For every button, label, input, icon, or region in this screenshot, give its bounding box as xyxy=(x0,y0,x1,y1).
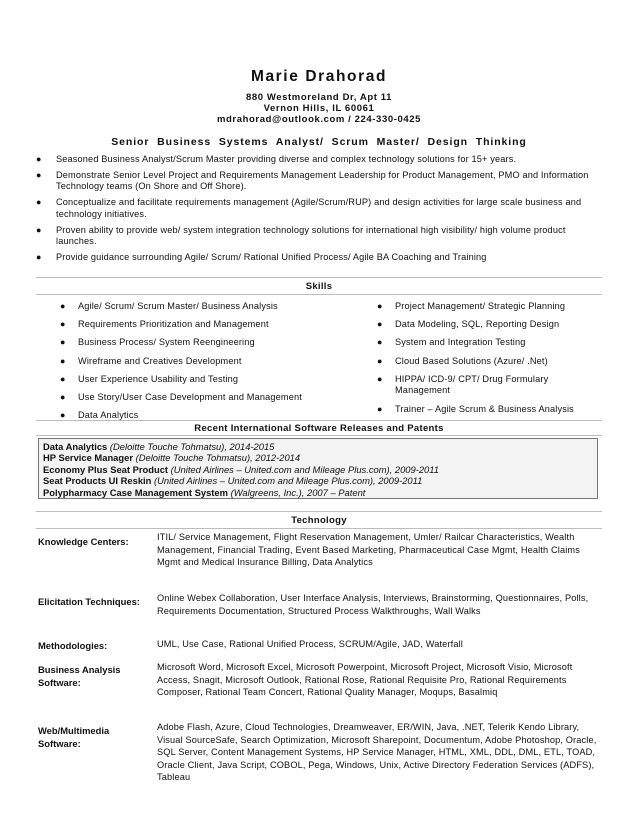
bullet-icon: ● xyxy=(60,373,66,384)
summary-item: ● Demonstrate Senior Level Project and Requirements Management Leadership for Product Management, PMO and Information Technology teams (On Shore and Off Shore). xyxy=(36,169,589,192)
summary-item: ● Proven ability to provide web/ system integration technology solutions for international high visibility/ high volume product launches. xyxy=(36,224,566,247)
skill-item: ● Trainer – Agile Scrum & Business Analysis xyxy=(377,403,574,414)
bullet-icon: ● xyxy=(36,252,42,263)
skill-item: ● Business Process/ System Reengineering xyxy=(60,337,255,348)
skill-item: ● Data Analytics xyxy=(60,410,139,421)
technology-label: Business Analysis Software: xyxy=(38,664,121,688)
bullet-icon: ● xyxy=(377,373,383,384)
bullet-icon: ● xyxy=(377,319,383,330)
technology-label: Knowledge Centers: xyxy=(38,536,129,547)
bullet-icon: ● xyxy=(377,301,383,311)
summary-list xyxy=(36,154,596,268)
bullet-icon: ● xyxy=(60,301,66,311)
bullet-icon: ● xyxy=(60,337,66,348)
skill-item: ● User Experience Usability and Testing xyxy=(60,373,239,384)
summary-item: ● Seasoned Business Analyst/Scrum Master providing diverse and complex technology solutions for 15+ years. xyxy=(36,154,517,164)
release-item: Data Analytics (Deloitte Touche Tohmatsu), 2014-2015 xyxy=(43,441,275,452)
address-line-1: 880 Westmoreland Dr, Apt 11 xyxy=(245,92,393,103)
bullet-icon: ● xyxy=(377,355,383,366)
section-divider xyxy=(36,511,602,512)
bullet-icon: ● xyxy=(36,197,42,208)
release-item: HP Service Manager (Deloitte Touche Tohmatsu), 2012-2014 xyxy=(43,452,301,464)
section-divider xyxy=(36,294,602,295)
skills-heading: Skills xyxy=(305,281,333,292)
bullet-icon: ● xyxy=(36,224,42,235)
skill-item: ● Cloud Based Solutions (Azure/ .Net) xyxy=(377,355,548,366)
section-divider xyxy=(36,420,602,421)
bullet-icon: ● xyxy=(36,169,42,180)
skills-list-right xyxy=(377,301,602,422)
release-item: Polypharmacy Case Management System (Walgreens, Inc.), 2007 – Patent xyxy=(43,486,366,498)
bullet-icon: ● xyxy=(60,355,66,366)
section-divider xyxy=(36,435,602,436)
section-divider xyxy=(36,528,602,529)
technology-heading: Technology xyxy=(291,515,347,526)
skill-item: ● Requirements Prioritization and Management xyxy=(60,319,269,330)
release-item: Seat Products UI Reskin (United Airlines – United.com and Mileage Plus.com), 2009-2011 xyxy=(43,475,423,487)
candidate-name: Marie Drahorad xyxy=(250,68,388,85)
bullet-icon: ● xyxy=(377,403,383,414)
bullet-icon: ● xyxy=(377,337,383,348)
skill-item: ● Agile/ Scrum/ Scrum Master/ Business Analysis xyxy=(60,301,278,311)
skill-item: ● HIPPA/ ICD-9/ CPT/ Drug Formulary Management xyxy=(377,373,549,396)
bullet-icon: ● xyxy=(60,410,66,421)
professional-headline: Senior Business Systems Analyst/ Scrum Master/ Design Thinking xyxy=(111,136,527,148)
section-divider xyxy=(36,277,602,278)
releases-heading: Recent International Software Releases and Patents xyxy=(194,423,444,434)
technology-value: ITIL/ Service Management, Flight Reservation Management, Umler/ Railcar Characteristics, Wealth Management, Financial Trading, Event Based Marketing, Pharmaceutical Case Mgmt, Health Claims Mgmt and Medical Insurance Billing, Data Analytics xyxy=(157,532,580,567)
bullet-icon: ● xyxy=(60,391,66,402)
skills-list-left xyxy=(60,301,330,428)
skill-item: ● Use Story/User Case Development and Management xyxy=(60,391,302,402)
releases-box xyxy=(38,438,598,499)
skill-item: ● Data Modeling, SQL, Reporting Design xyxy=(377,319,560,330)
technology-value: Microsoft Word, Microsoft Excel, Microsoft Powerpoint, Microsoft Project, Microsoft Visio, Microsoft Access, Snagit, Microsoft Outlook, Rational Rose, Rational Requisite Pro, Rational Requirements Composer, Rational Team Concert, Rational Quality Manager, Moqups, Basalmiq xyxy=(157,662,573,697)
technology-label: Web/Multimedia Software: xyxy=(38,725,110,749)
address-line-2: Vernon Hills, IL 60061 xyxy=(263,103,375,114)
technology-value: UML, Use Case, Rational Unified Process, SCRUM/Agile, JAD, Waterfall xyxy=(157,639,463,649)
skill-item: ● Project Management/ Strategic Planning xyxy=(377,301,566,311)
skill-item: ● System and Integration Testing xyxy=(377,337,526,348)
technology-label: Elicitation Techniques: xyxy=(38,596,140,607)
technology-value: Online Webex Collaboration, User Interface Analysis, Interviews, Brainstorming, Questionnaires, Polls, Requirements Documentation, Structured Process Walkthroughs, Wall Walks xyxy=(157,593,589,616)
bullet-icon: ● xyxy=(60,319,66,330)
skill-item: ● Wireframe and Creatives Development xyxy=(60,355,242,366)
contact-line: mdrahorad@outlook.com / 224-330-0425 xyxy=(216,114,422,125)
release-item: Economy Plus Seat Product (United Airlines – United.com and Mileage Plus.com), 2009-2011 xyxy=(43,463,440,475)
technology-label: Methodologies: xyxy=(38,640,108,651)
technology-value: Adobe Flash, Azure, Cloud Technologies, Dreamweaver, ER/WIN, Java, .NET, Telerik Kendo Library, Visual SourceSafe, Search Optimization, Microsoft Sharepoint, Documentum, Adobe Photoshop, Oracle, SQL Server, Content Management Systems, HP Service Manager, HTML, XML, DDL, DML, ETL, TOAD, Oracle Client, Java Script, COBOL, Pega, Windows, Unix, Active Directory Federation Services (ADFS), Tableau xyxy=(157,722,597,782)
bullet-icon: ● xyxy=(36,154,42,164)
summary-item: ● Provide guidance surrounding Agile/ Scrum/ Rational Unified Process/ Agile BA Coaching and Training xyxy=(36,252,487,263)
summary-item: ● Conceptualize and facilitate requirements management (Agile/Scrum/RUP) and design activities for large scale business and technology initiatives. xyxy=(36,197,582,219)
